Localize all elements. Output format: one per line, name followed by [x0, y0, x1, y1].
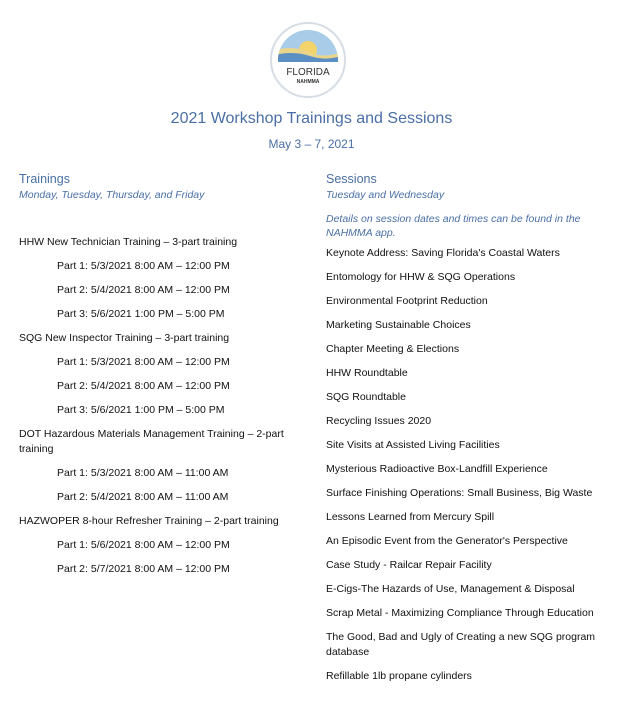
session-item: E-Cigs-The Hazards of Use, Management & Disposal [326, 583, 575, 595]
trainings-heading: Trainings [19, 172, 70, 186]
sessions-note: Details on session dates and times can be found in the NAHMMA app. [326, 213, 581, 239]
training-part: Part 3: 5/6/2021 1:00 PM – 5:00 PM [57, 404, 225, 416]
session-item: Chapter Meeting & Elections [326, 343, 460, 355]
training-part: Part 2: 5/4/2021 8:00 AM – 11:00 AM [57, 491, 229, 503]
training-part: Part 2: 5/4/2021 8:00 AM – 12:00 PM [57, 284, 230, 296]
training-course-title: SQG New Inspector Training – 3-part training [19, 332, 230, 344]
trainings-column [19, 172, 289, 577]
training-part: Part 2: 5/4/2021 8:00 AM – 12:00 PM [57, 380, 230, 392]
session-item: Case Study - Railcar Repair Facility [326, 559, 492, 571]
logo-graphic [270, 22, 346, 98]
training-course-title: HHW New Technician Training – 3-part training [19, 236, 238, 248]
trainings-days: Monday, Tuesday, Thursday, and Friday [19, 189, 205, 201]
training-part: Part 1: 5/3/2021 8:00 AM – 12:00 PM [57, 356, 230, 368]
training-part: Part 2: 5/7/2021 8:00 AM – 12:00 PM [57, 563, 230, 575]
session-item: Site Visits at Assisted Living Facilities [326, 439, 500, 451]
session-item: Keynote Address: Saving Florida's Coastal Waters [326, 247, 560, 259]
session-item: Scrap Metal - Maximizing Compliance Through Education [326, 607, 594, 619]
training-part: Part 1: 5/6/2021 8:00 AM – 12:00 PM [57, 539, 230, 551]
session-item: Environmental Footprint Reduction [326, 295, 488, 307]
session-item: Refillable 1lb propane cylinders [326, 670, 472, 682]
page-title: 2021 Workshop Trainings and Sessions [170, 110, 453, 127]
session-item: Entomology for HHW & SQG Operations [326, 271, 516, 283]
logo-text: FLORIDA [286, 67, 330, 78]
session-item: Lessons Learned from Mercury Spill [326, 511, 495, 523]
session-item: The Good, Bad and Ugly of Creating a new SQG program database [326, 631, 596, 658]
training-course-title: HAZWOPER 8-hour Refresher Training – 2-part training [19, 515, 279, 527]
sessions-heading: Sessions [326, 172, 377, 186]
training-part: Part 1: 5/3/2021 8:00 AM – 12:00 PM [57, 260, 230, 272]
training-part: Part 1: 5/3/2021 8:00 AM – 11:00 AM [57, 467, 229, 479]
sessions-days: Tuesday and Wednesday [326, 189, 445, 201]
session-item: SQG Roundtable [326, 391, 406, 403]
event-dates: May 3 – 7, 2021 [268, 137, 355, 151]
logo-subtext: NAHMMA [296, 79, 320, 85]
sessions-column [326, 172, 606, 684]
session-item: Recycling Issues 2020 [326, 415, 432, 427]
training-part: Part 3: 5/6/2021 1:00 PM – 5:00 PM [57, 308, 225, 320]
session-item: Surface Finishing Operations: Small Business, Big Waste [326, 487, 593, 499]
session-item: Marketing Sustainable Choices [326, 319, 471, 331]
session-item: Mysterious Radioactive Box-Landfill Experience [326, 463, 548, 475]
florida-nahmma-logo [270, 22, 346, 98]
session-item: An Episodic Event from the Generator's Perspective [326, 535, 568, 547]
session-item: HHW Roundtable [326, 367, 408, 379]
training-course-title: DOT Hazardous Materials Management Training – 2-part training [19, 428, 284, 455]
